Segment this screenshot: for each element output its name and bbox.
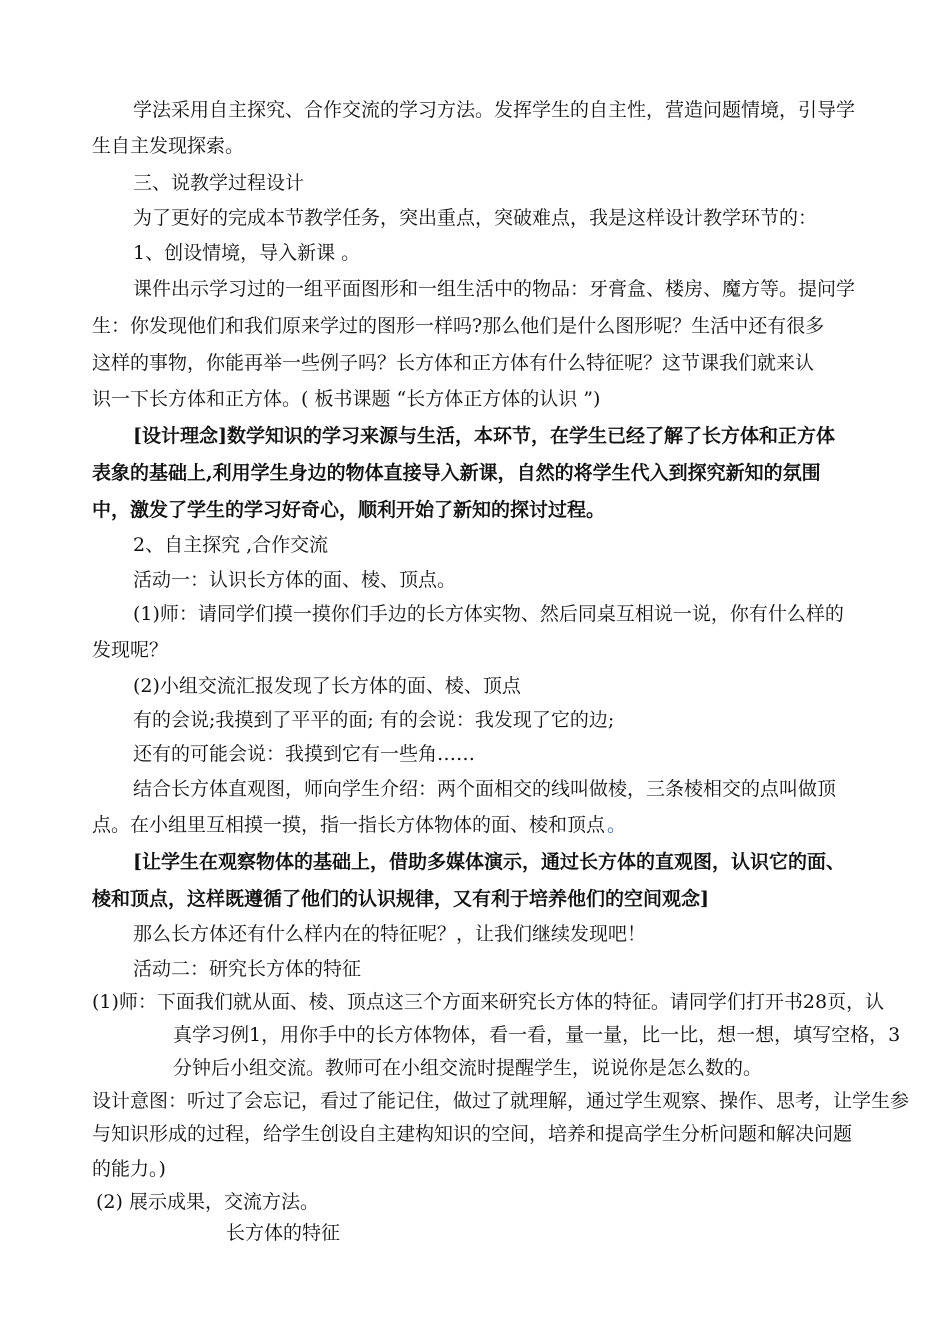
paragraph-line: 这样的事物，你能再举一些例子吗？长方体和正方体有什么特征呢？这节课我们就来认 (92, 352, 815, 374)
design-intent-line: 设计意图：听过了会忘记，看过了能记住，做过了就理解，通过学生观察、操作、思考，让学生参 (92, 1090, 910, 1112)
paragraph-line: (2)小组交流汇报发现了长方体的面、棱、顶点 (133, 675, 521, 697)
design-note-line: 表象的基础上,利用学生身边的物体直接导入新课，自然的将学生代入到探究新知的氛围 (92, 462, 821, 484)
subsection-heading: 1、创设情境，导入新课 。 (133, 242, 361, 264)
paragraph-line: 学法采用自主探究、合作交流的学习方法。发挥学生的自主性，营造问题情境，引导学 (133, 99, 856, 121)
paragraph-line: 真学习例1，用你手中的长方体物体，看一看，量一量，比一比，想一想，填写空格，3 (173, 1024, 901, 1046)
table-caption: 长方体的特征 (226, 1222, 341, 1244)
activity-heading: 活动一：认识长方体的面、棱、顶点。 (133, 569, 457, 591)
section-heading: 三、说教学过程设计 (133, 172, 305, 194)
paragraph-line: 为了更好的完成本节教学任务，突出重点，突破难点，我是这样设计教学环节的： (133, 207, 818, 229)
design-intent-line: 的能力。) (92, 1158, 166, 1180)
period-mark: 。 (607, 814, 627, 836)
paragraph-line: 识一下长方体和正方体。( 板书课题 “长方体正方体的认识 ”) (92, 388, 601, 410)
paragraph-line: 有的会说;我摸到了平平的面; 有的会说：我发现了它的边; (133, 709, 615, 731)
paragraph-line: 生：你发现他们和我们原来学过的图形一样吗?那么他们是什么图形呢？生活中还有很多 (92, 315, 825, 337)
subsection-heading: 2、自主探究 ,合作交流 (133, 534, 329, 556)
paragraph-line: 结合长方体直观图，师向学生介绍：两个面相交的线叫做棱，三条棱相交的点叫做顶 (133, 778, 837, 800)
design-note-line: 中，激发了学生的学习好奇心，顺利开始了新知的探讨过程。 (92, 499, 606, 521)
design-note-line: 棱和顶点，这样既遵循了他们的认识规律，又有利于培养他们的空间观念] (92, 888, 709, 910)
paragraph-line: 那么长方体还有什么样内在的特征呢？，让我们继续发现吧！ (133, 923, 647, 945)
paragraph-line: 课件出示学习过的一组平面图形和一组生活中的物品：牙膏盒、楼房、魔方等。提问学 (133, 278, 856, 300)
paragraph-line: 还有的可能会说：我摸到它有一些角…… (133, 743, 476, 765)
paragraph-line: (2) 展示成果，交流方法。 (96, 1191, 319, 1213)
paragraph-line: 生自主发现探索。 (92, 135, 245, 157)
paragraph-line: 点。在小组里互相摸一摸，指一指长方体物体的面、棱和顶点 (92, 814, 606, 836)
activity-heading: 活动二：研究长方体的特征 (133, 958, 362, 980)
paragraph-line: 发现呢？ (92, 639, 169, 661)
design-intent-line: 与知识形成的过程，给学生创设自主建构知识的空间，培养和提高学生分析问题和解决问题 (92, 1123, 853, 1145)
design-note-line: [设计理念]数学知识的学习来源与生活，本环节，在学生已经了解了长方体和正方体 (133, 425, 835, 447)
paragraph-line: (1)师：请同学们摸一摸你们手边的长方体实物、然后同桌互相说一说，你有什么样的 (133, 603, 844, 625)
paragraph-line: 分钟后小组交流。教师可在小组交流时提醒学生，说说你是怎么数的。 (173, 1057, 763, 1079)
design-note-line: [让学生在观察物体的基础上，借助多媒体演示，通过长方体的直观图，认识它的面、 (133, 851, 845, 873)
paragraph-line: (1)师：下面我们就从面、棱、顶点这三个方面来研究长方体的特征。请同学们打开书28页，认 (92, 991, 885, 1013)
